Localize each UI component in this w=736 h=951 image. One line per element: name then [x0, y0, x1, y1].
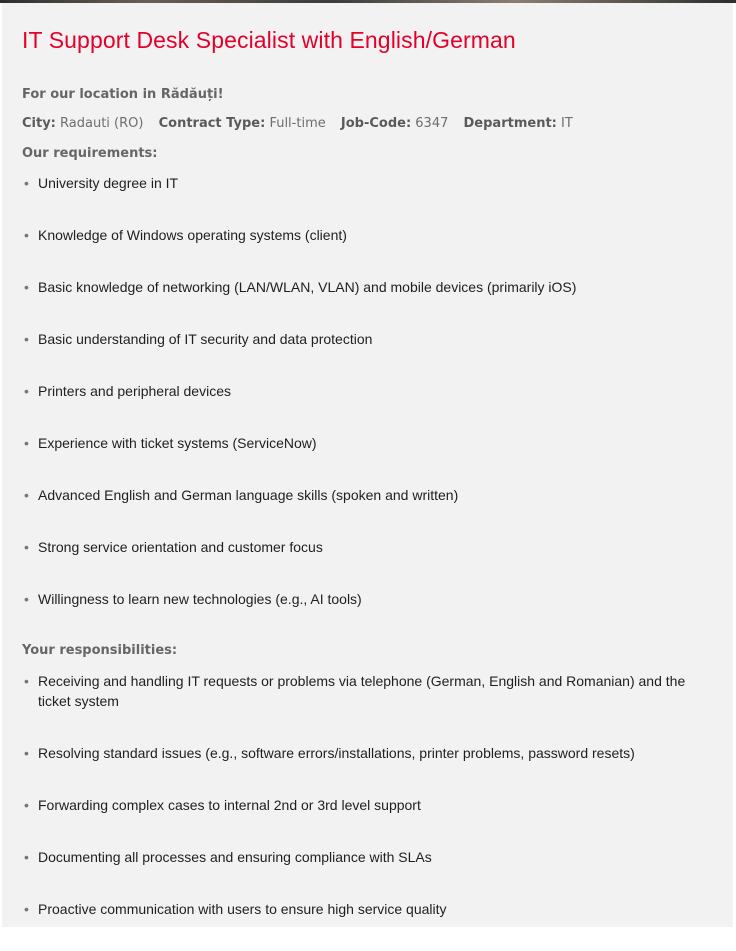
list-item: • University degree in IT: [24, 175, 179, 191]
list-item: • Receiving and handling IT requests or problems via telephone (German, English and Romanian) and the ticket system: [24, 673, 686, 709]
requirements-heading: Our requirements:: [22, 146, 158, 161]
list-item: • Basic understanding of IT security and data protection: [24, 331, 373, 347]
list-item: • Advanced English and German language skills (spoken and written): [24, 487, 459, 503]
job-title: IT Support Desk Specialist with English/German: [22, 27, 516, 53]
meta-job-code: Job-Code: 6347: [340, 116, 449, 131]
bullet-icon: •: [24, 539, 29, 555]
bullet-icon: •: [24, 849, 29, 865]
bullet-icon: •: [24, 745, 29, 761]
list-item: • Strong service orientation and customer focus: [24, 539, 323, 555]
bullet-icon: •: [24, 487, 29, 503]
list-item: • Basic knowledge of networking (LAN/WLAN, VLAN) and mobile devices (primarily iOS): [24, 279, 577, 295]
responsibilities-heading: Your responsibilities:: [22, 643, 178, 658]
requirements-list: [22, 173, 712, 641]
bullet-icon: •: [24, 383, 29, 399]
list-item: • Willingness to learn new technologies (e.g., AI tools): [24, 591, 362, 607]
list-item: • Documenting all processes and ensuring compliance with SLAs: [24, 849, 432, 865]
bullet-icon: •: [24, 673, 29, 689]
list-item: • Knowledge of Windows operating systems (client): [24, 227, 347, 243]
list-item: • Printers and peripheral devices: [24, 383, 231, 399]
responsibilities-list: [22, 671, 712, 951]
list-item: • Proactive communication with users to ensure high service quality: [24, 901, 447, 917]
list-item: • Forwarding complex cases to internal 2nd or 3rd level support: [24, 797, 421, 813]
meta-city: City: Radauti (RO): [22, 116, 144, 131]
bullet-icon: •: [24, 175, 29, 191]
list-item: • Experience with ticket systems (ServiceNow): [24, 435, 317, 451]
bullet-icon: •: [24, 591, 29, 607]
location-line: For our location in Rădăuți!: [22, 87, 224, 102]
bullet-icon: •: [24, 901, 29, 917]
bullet-icon: •: [24, 227, 29, 243]
job-meta: [22, 116, 584, 131]
list-item: • Resolving standard issues (e.g., software errors/installations, printer problems, password resets): [24, 745, 635, 761]
meta-department: Department: IT: [463, 116, 573, 131]
bullet-icon: •: [24, 331, 29, 347]
bullet-icon: •: [24, 435, 29, 451]
bullet-icon: •: [24, 797, 29, 813]
job-posting-panel: [2, 3, 733, 927]
bullet-icon: •: [24, 279, 29, 295]
meta-contract-type: Contract Type: Full-time: [158, 116, 326, 131]
